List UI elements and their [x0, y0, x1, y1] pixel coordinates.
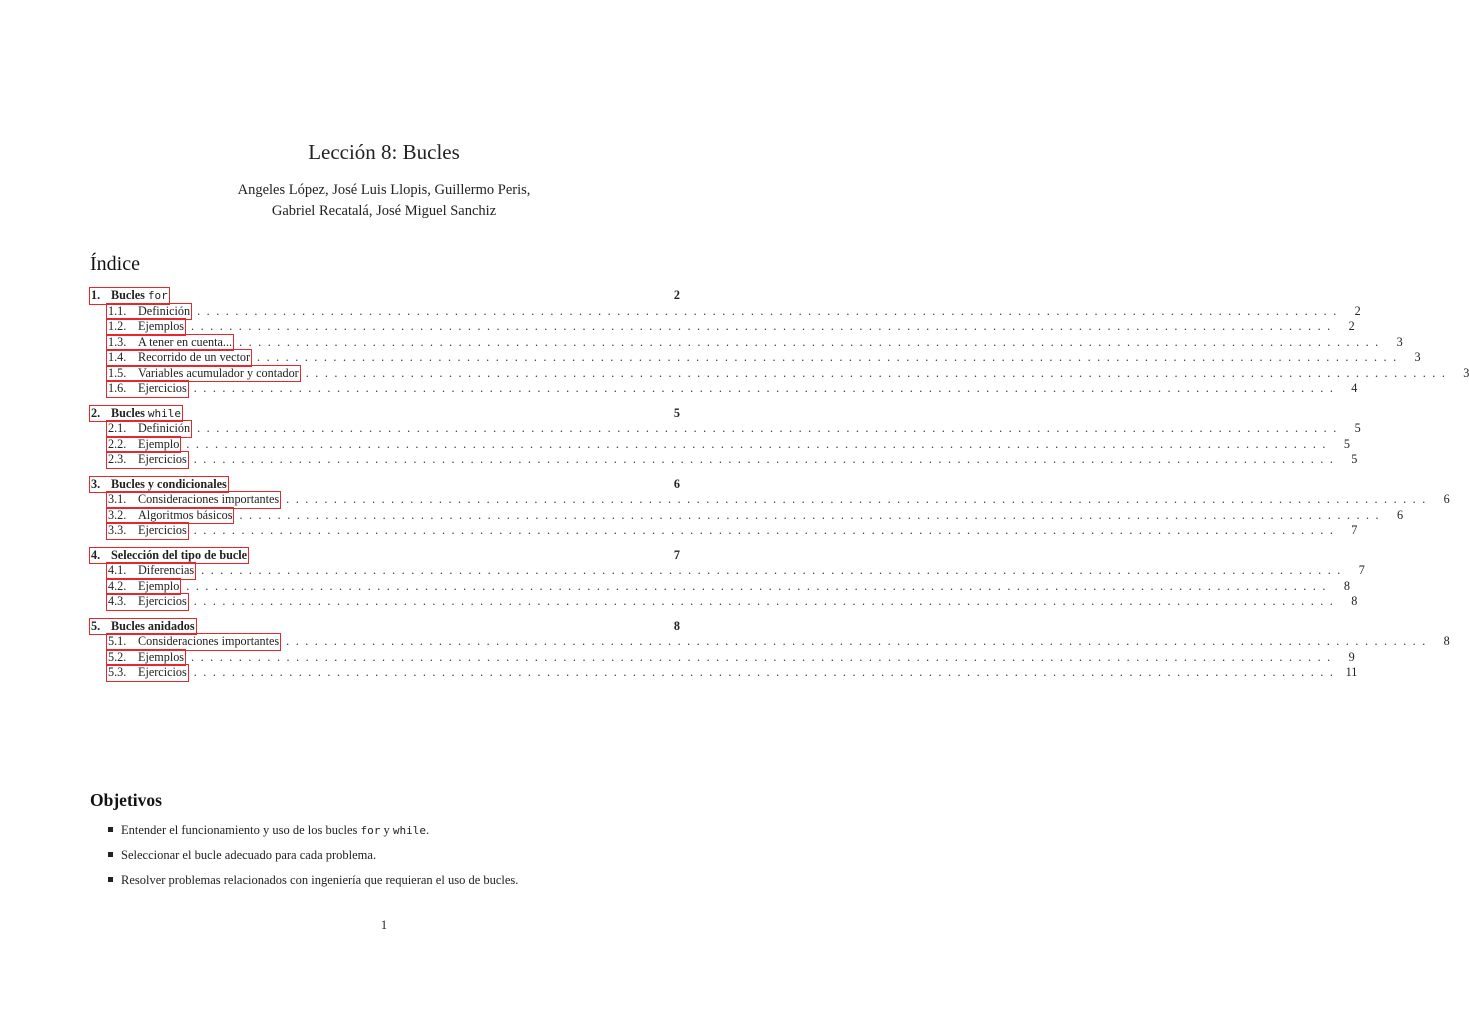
- toc-section-link[interactable]: [90, 619, 196, 635]
- bullet-icon: [108, 877, 113, 882]
- toc-subsection-link[interactable]: [107, 650, 185, 666]
- toc-subsection-row: [90, 421, 1361, 437]
- objective-text-part: Resolver problemas relacionados con ingeniería que requieran el uso de bucles.: [121, 873, 519, 887]
- toc-subsection-row: [90, 563, 1365, 579]
- toc-subsection-row: [90, 594, 1358, 610]
- toc-subsection-link[interactable]: [107, 421, 191, 437]
- toc-subsection-number: 2.3.: [108, 452, 127, 466]
- toc-section-code: for: [147, 289, 168, 302]
- toc-subsection-row: [90, 492, 1450, 508]
- toc-subsection-link[interactable]: [107, 319, 185, 335]
- toc-leader-dots: ........................................................................................................................: [197, 303, 1343, 318]
- toc-subsection-number: 5.3.: [108, 665, 127, 679]
- toc-section-page: 5: [673, 405, 680, 420]
- toc-section-label: Bucles: [111, 405, 145, 420]
- toc-subsection-page: 3: [1396, 334, 1403, 349]
- toc-subsection-number: 5.2.: [108, 649, 127, 664]
- toc-section-row: [90, 477, 680, 493]
- objective-item: [108, 870, 708, 895]
- toc-leader-dots: ........................................................................................................................: [257, 350, 1403, 364]
- authors-line-1: Angeles López, José Luis Llopis, Guillermo Peris,: [237, 182, 531, 198]
- toc-subsection-page: 6: [1443, 492, 1450, 506]
- toc-subsection-label: Algoritmos básicos: [138, 507, 233, 522]
- toc-subsection-number: 4.2.: [108, 578, 127, 593]
- toc-leader-dots: ........................................................................................................................: [201, 563, 1347, 577]
- toc-subsection-number: 3.1.: [108, 492, 127, 506]
- toc-subsection-number: 2.2.: [108, 436, 127, 451]
- toc-subsection-link[interactable]: [107, 508, 233, 524]
- toc-section: [90, 288, 1469, 397]
- objective-text: [121, 820, 429, 841]
- toc-leader-dots: ........................................................................................................................: [193, 381, 1340, 395]
- toc-subsection-number: 1.5.: [108, 365, 127, 380]
- toc-section-link[interactable]: [90, 406, 182, 422]
- toc-section-row: [90, 619, 680, 635]
- objective-text-part: .: [426, 823, 430, 837]
- toc-subsection-label: Definición: [138, 421, 191, 435]
- toc-leader-dots: ........................................................................................................................: [286, 492, 1432, 506]
- toc-subsection-page: 11: [1345, 665, 1358, 679]
- toc-heading: Índice: [90, 253, 140, 275]
- toc-subsection-link[interactable]: [107, 563, 195, 579]
- toc-section-number: 2.: [91, 405, 101, 420]
- toc-subsection-number: 1.4.: [108, 350, 127, 364]
- toc-section-page: 2: [673, 288, 680, 302]
- page-number: 1: [380, 918, 388, 932]
- toc-subsection-page: 5: [1343, 436, 1350, 451]
- toc-subsection-page: 8: [1443, 634, 1450, 648]
- toc-subsection-number: 4.3.: [108, 594, 127, 608]
- toc-section-page: 6: [673, 476, 680, 491]
- toc-subsection-label: Definición: [138, 303, 191, 318]
- toc-section-page: 8: [673, 618, 680, 633]
- toc-subsection-row: [90, 436, 1350, 453]
- toc-leader-dots: ........................................................................................................................: [239, 334, 1385, 349]
- document-title: Lección 8: Bucles: [308, 140, 460, 164]
- toc-subsection-row: [90, 507, 1404, 524]
- toc-subsection-page: 5: [1351, 452, 1358, 466]
- objective-item: [108, 845, 708, 870]
- objectives-heading: Objetivos: [90, 790, 162, 810]
- toc-section-row: [90, 406, 680, 422]
- toc-subsection-label: Ejemplo: [138, 578, 180, 593]
- toc-section: [90, 405, 1361, 468]
- toc-subsection-link[interactable]: [107, 452, 188, 468]
- toc-subsection-link[interactable]: [107, 594, 188, 610]
- toc-subsection-row: [90, 381, 1358, 397]
- toc-leader-dots: ........................................................................................................................: [193, 452, 1340, 466]
- toc-leader-dots: ........................................................................................................................: [305, 365, 1452, 380]
- toc-subsection-page: 7: [1358, 563, 1365, 577]
- toc-section-label: Bucles: [111, 288, 145, 302]
- objective-code: for: [360, 824, 381, 837]
- toc-subsection-page: 7: [1351, 523, 1358, 537]
- objective-text-part: Seleccionar el bucle adecuado para cada problema.: [121, 848, 377, 862]
- toc-subsection-label: Variables acumulador y contador: [138, 365, 299, 380]
- objective-text: [121, 845, 376, 865]
- table-of-contents: [90, 288, 1469, 690]
- toc-leader-dots: ........................................................................................................................: [193, 665, 1340, 679]
- toc-subsection-link[interactable]: [107, 304, 191, 320]
- toc-subsection-row: [90, 634, 1450, 650]
- toc-subsection-row: [90, 665, 1358, 681]
- toc-subsection-row: [90, 578, 1350, 595]
- toc-section-label: Bucles anidados: [111, 618, 195, 633]
- toc-section: [90, 618, 1450, 681]
- toc-subsection-label: Ejemplos: [138, 649, 185, 664]
- toc-subsection-link[interactable]: [107, 665, 188, 681]
- toc-subsection-row: [90, 350, 1421, 366]
- toc-section-code: while: [147, 406, 182, 420]
- toc-subsection-page: 8: [1351, 594, 1358, 608]
- toc-leader-dots: ........................................................................................................................: [186, 436, 1332, 451]
- toc-leader-dots: ........................................................................................................................: [186, 578, 1332, 593]
- toc-leader-dots: ........................................................................................................................: [191, 649, 1337, 664]
- bullet-icon: [108, 852, 113, 857]
- toc-subsection-link[interactable]: [107, 523, 188, 539]
- bullet-icon: [108, 827, 113, 832]
- toc-leader-dots: ........................................................................................................................: [286, 634, 1432, 648]
- toc-section: [90, 476, 1450, 539]
- toc-section-link[interactable]: [90, 288, 169, 304]
- toc-subsection-label: Ejercicios: [138, 452, 187, 466]
- toc-subsection-number: 3.2.: [108, 507, 127, 522]
- toc-subsection-link[interactable]: [107, 381, 188, 397]
- toc-subsection-row: [90, 523, 1358, 539]
- objectives-list: [108, 820, 708, 895]
- toc-section-row: [90, 288, 680, 304]
- toc-subsection-number: 5.1.: [108, 634, 127, 648]
- authors-line-2: Gabriel Recatalá, José Miguel Sanchiz: [271, 203, 497, 219]
- toc-leader-dots: ........................................................................................................................: [239, 507, 1386, 522]
- toc-subsection-link[interactable]: [107, 335, 233, 351]
- toc-section-number: 3.: [91, 476, 101, 491]
- toc-leader-dots: ........................................................................................................................: [191, 319, 1337, 333]
- toc-subsection-link[interactable]: [107, 350, 251, 366]
- toc-subsection-label: Recorrido de un vector: [138, 350, 251, 364]
- toc-subsection-label: Ejercicios: [138, 665, 187, 679]
- toc-leader-dots: ........................................................................................................................: [193, 523, 1340, 537]
- toc-subsection-page: 2: [1354, 303, 1361, 318]
- toc-subsection-row: [90, 649, 1355, 666]
- toc-subsection-label: A tener en cuenta...: [138, 334, 233, 349]
- toc-subsection-number: 1.1.: [108, 303, 127, 318]
- toc-subsection-row: [90, 334, 1403, 351]
- toc-section: [90, 547, 1365, 610]
- toc-subsection-row: [90, 319, 1355, 335]
- toc-subsection-number: 1.2.: [108, 319, 127, 333]
- toc-subsection-number: 4.1.: [108, 563, 127, 577]
- toc-subsection-label: Ejemplo: [138, 436, 180, 451]
- toc-subsection-page: 3: [1414, 350, 1421, 364]
- toc-section-label: Selección del tipo de bucle: [111, 547, 248, 562]
- toc-section-number: 1.: [91, 288, 101, 302]
- toc-subsection-number: 1.3.: [108, 334, 127, 349]
- toc-section-number: 4.: [91, 547, 101, 562]
- toc-section-link[interactable]: [90, 548, 248, 564]
- toc-subsection-label: Ejemplos: [138, 319, 185, 333]
- toc-subsection-label: Consideraciones importantes: [138, 634, 280, 648]
- toc-subsection-link[interactable]: [107, 492, 280, 508]
- objective-item: [108, 820, 708, 845]
- toc-subsection-label: Diferencias: [138, 563, 195, 577]
- toc-subsection-link[interactable]: [107, 634, 280, 650]
- toc-subsection-page: 3: [1463, 365, 1469, 380]
- toc-subsection-number: 3.3.: [108, 523, 127, 537]
- toc-subsection-row: [90, 452, 1358, 468]
- toc-subsection-link[interactable]: [107, 437, 180, 453]
- toc-subsection-row: [90, 303, 1361, 320]
- toc-subsection-label: Ejercicios: [138, 381, 187, 395]
- objective-code: while: [392, 824, 427, 837]
- toc-subsection-label: Ejercicios: [138, 523, 187, 537]
- toc-subsection-number: 1.6.: [108, 381, 127, 395]
- toc-subsection-page: 2: [1348, 319, 1355, 333]
- toc-subsection-page: 5: [1354, 421, 1361, 435]
- objective-text-part: Entender el funcionamiento y uso de los bucles: [121, 823, 361, 837]
- toc-subsection-page: 6: [1396, 507, 1404, 522]
- toc-subsection-label: Ejercicios: [138, 594, 187, 608]
- toc-subsection-page: 8: [1343, 578, 1350, 593]
- toc-section-page: 7: [673, 547, 680, 562]
- toc-section-row: [90, 548, 680, 564]
- toc-section-number: 5.: [91, 618, 101, 633]
- toc-leader-dots: ........................................................................................................................: [193, 594, 1340, 608]
- objective-text: [121, 870, 518, 890]
- document-authors: [0, 180, 768, 222]
- toc-subsection-page: 9: [1348, 649, 1355, 664]
- objective-text-part: y: [380, 823, 393, 837]
- toc-subsection-number: 2.1.: [108, 421, 127, 435]
- toc-subsection-label: Consideraciones importantes: [138, 492, 280, 506]
- toc-subsection-link[interactable]: [107, 366, 300, 382]
- toc-subsection-page: 4: [1351, 381, 1358, 395]
- toc-section-link[interactable]: [90, 477, 228, 493]
- toc-leader-dots: ........................................................................................................................: [197, 421, 1343, 435]
- toc-subsection-row: [90, 365, 1469, 382]
- toc-subsection-link[interactable]: [107, 579, 180, 595]
- toc-section-label: Bucles y condicionales: [111, 476, 227, 491]
